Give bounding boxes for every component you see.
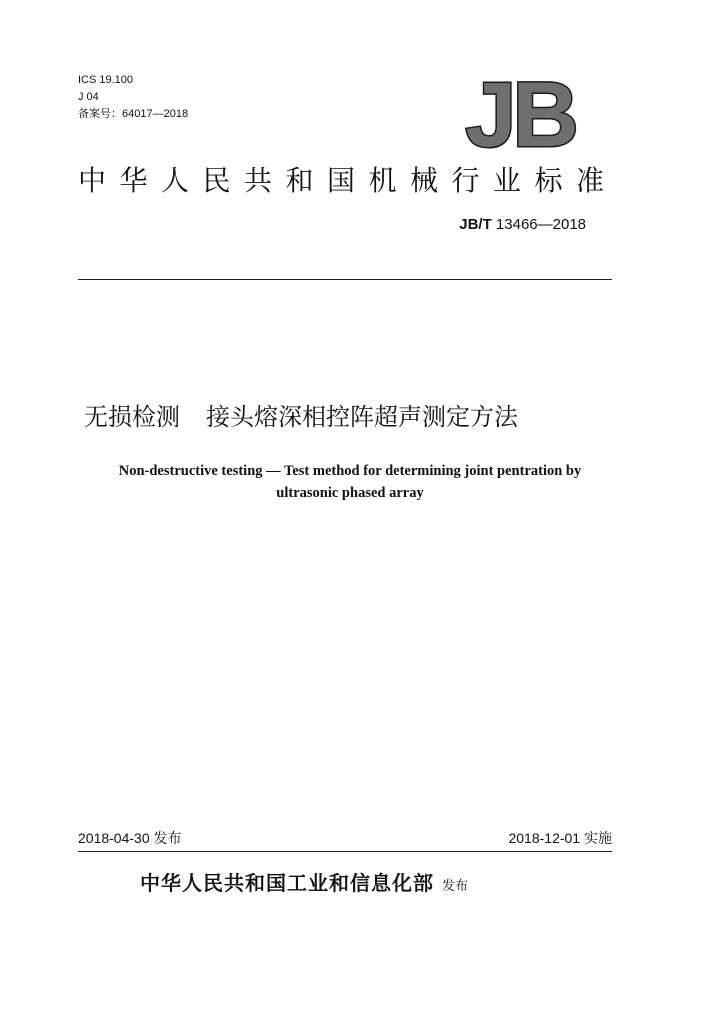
classification-code: J 04 xyxy=(78,91,99,103)
filing-number: 备案号：64017—2018 xyxy=(78,108,189,120)
english-title-line2: ultrasonic phased array xyxy=(276,485,424,501)
chinese-title-part2: 接头熔深相控阵超声测定方法 xyxy=(206,403,518,431)
standard-prefix: JB/T xyxy=(459,216,492,233)
standard-code: 13466—2018 xyxy=(491,216,586,233)
english-title xyxy=(60,460,640,504)
header-divider xyxy=(78,279,612,280)
standard-number xyxy=(459,216,586,234)
jb-logo xyxy=(458,70,583,152)
issuer xyxy=(140,869,600,901)
chinese-title xyxy=(84,401,644,433)
chinese-title-part1: 无损检测 xyxy=(84,403,180,431)
issuer-suffix: 发布 xyxy=(442,879,469,894)
org-title: 中华人民共和国机械行业标准 xyxy=(78,164,618,197)
footer-divider xyxy=(78,851,612,852)
english-title-line1: Non-destructive testing — Test method for determining joint pentration by xyxy=(118,463,582,479)
issue-date: 2018-04-30 发布 xyxy=(78,830,182,846)
ics-code: ICS 19.100 xyxy=(78,74,134,86)
implementation-date: 2018-12-01 实施 xyxy=(508,830,612,846)
jb-logo-text: JB xyxy=(465,70,575,152)
meta-block xyxy=(78,72,188,123)
issuer-name: 中华人民共和国工业和信息化部 xyxy=(140,871,434,895)
